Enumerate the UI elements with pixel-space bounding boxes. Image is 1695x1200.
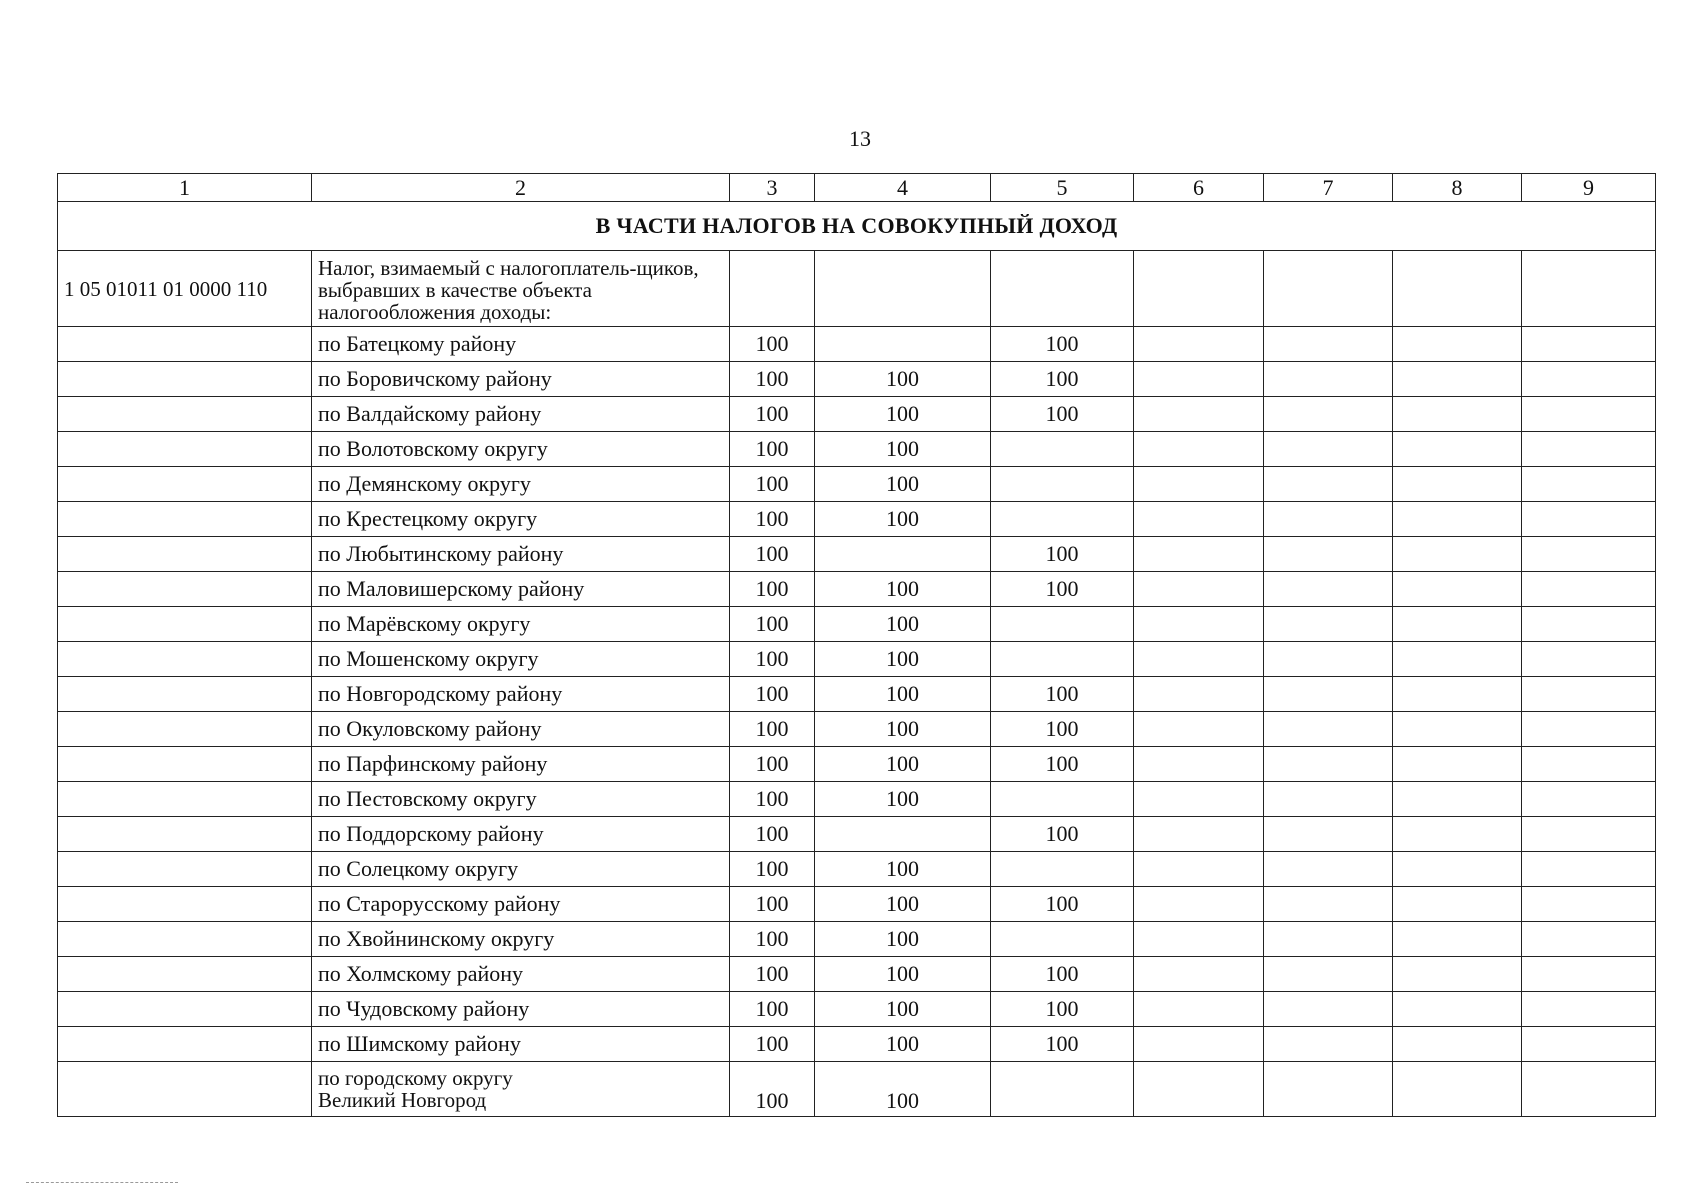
col4-value: 100: [815, 502, 991, 537]
empty-cell: [1134, 747, 1264, 782]
empty-cell: [1134, 251, 1264, 327]
empty-cell: [1522, 1062, 1656, 1117]
col4-value: 100: [815, 467, 991, 502]
empty-cell: [1134, 327, 1264, 362]
district-name: по Парфинскому району: [312, 747, 730, 782]
district-name: по Новгородскому району: [312, 677, 730, 712]
empty-cell: [1264, 1062, 1393, 1117]
code-cell: [58, 432, 312, 467]
code-cell: [58, 817, 312, 852]
col5-value: [991, 852, 1134, 887]
empty-cell: [1522, 502, 1656, 537]
code-cell: [58, 992, 312, 1027]
col3-value: 100: [730, 712, 815, 747]
district-name: по Хвойнинскому округу: [312, 922, 730, 957]
empty-cell: [1134, 537, 1264, 572]
empty-cell: [1393, 922, 1522, 957]
empty-cell: [1264, 782, 1393, 817]
col3-value: 100: [730, 782, 815, 817]
empty-cell: [1522, 467, 1656, 502]
column-number: 6: [1134, 174, 1264, 202]
col3-value: 100: [730, 432, 815, 467]
col5-value: [991, 467, 1134, 502]
code-cell: [58, 957, 312, 992]
empty-cell: [1522, 817, 1656, 852]
district-name: по Батецкому району: [312, 327, 730, 362]
column-number: 7: [1264, 174, 1393, 202]
empty-cell: [1393, 852, 1522, 887]
col3-value: 100: [730, 747, 815, 782]
empty-cell: [1522, 572, 1656, 607]
col5-value: 100: [991, 537, 1134, 572]
col5-value: 100: [991, 327, 1134, 362]
budget-classification-code: 1 05 01011 01 0000 110: [58, 251, 312, 327]
col5-value: [991, 1062, 1134, 1117]
empty-cell: [1393, 537, 1522, 572]
table-row: [58, 1027, 1656, 1062]
table-row: [58, 327, 1656, 362]
empty-cell: [1134, 467, 1264, 502]
column-number: 9: [1522, 174, 1656, 202]
col5-value: [991, 642, 1134, 677]
empty-cell: [1134, 1027, 1264, 1062]
section-title: В ЧАСТИ НАЛОГОВ НА СОВОКУПНЫЙ ДОХОД: [58, 202, 1656, 251]
empty-cell: [1393, 677, 1522, 712]
empty-cell: [1264, 852, 1393, 887]
empty-cell: [1264, 747, 1393, 782]
col4-value: 100: [815, 677, 991, 712]
district-name: по Мошенскому округу: [312, 642, 730, 677]
table-row: [58, 712, 1656, 747]
empty-cell: [1264, 887, 1393, 922]
empty-cell: [1134, 817, 1264, 852]
col4-value: 100: [815, 852, 991, 887]
empty-cell: [1264, 362, 1393, 397]
code-cell: [58, 607, 312, 642]
table-row: [58, 467, 1656, 502]
col5-value: [991, 502, 1134, 537]
code-cell: [58, 1062, 312, 1117]
empty-cell: [1393, 642, 1522, 677]
col4-value: 100: [815, 887, 991, 922]
empty-cell: [1393, 502, 1522, 537]
col5-value: 100: [991, 712, 1134, 747]
empty-cell: [1264, 572, 1393, 607]
empty-cell: [1393, 327, 1522, 362]
code-cell: [58, 327, 312, 362]
tax-description-row: [58, 251, 1656, 327]
col4-value: 100: [815, 992, 991, 1027]
district-name: по Демянскому округу: [312, 467, 730, 502]
empty-cell: [1134, 502, 1264, 537]
col3-value: 100: [730, 1062, 815, 1117]
empty-cell: [1264, 1027, 1393, 1062]
empty-cell: [1393, 957, 1522, 992]
col5-value: 100: [991, 817, 1134, 852]
empty-cell: [1522, 747, 1656, 782]
district-name: по Боровичскому району: [312, 362, 730, 397]
code-cell: [58, 537, 312, 572]
empty-cell: [1522, 712, 1656, 747]
empty-cell: [1393, 362, 1522, 397]
col3-value: 100: [730, 362, 815, 397]
empty-cell: [1134, 957, 1264, 992]
empty-cell: [1522, 251, 1656, 327]
code-cell: [58, 502, 312, 537]
column-number: 5: [991, 174, 1134, 202]
col3-value: 100: [730, 957, 815, 992]
col4-value: 100: [815, 922, 991, 957]
empty-cell: [1393, 251, 1522, 327]
empty-cell: [1134, 362, 1264, 397]
table-row: [58, 432, 1656, 467]
col4-value: 100: [815, 642, 991, 677]
empty-cell: [1264, 607, 1393, 642]
column-number: 4: [815, 174, 991, 202]
empty-cell: [1134, 887, 1264, 922]
empty-cell: [1522, 432, 1656, 467]
table-row: [58, 782, 1656, 817]
code-cell: [58, 677, 312, 712]
table-row: [58, 607, 1656, 642]
empty-cell: [1264, 502, 1393, 537]
empty-cell: [1264, 432, 1393, 467]
empty-cell: [1264, 251, 1393, 327]
district-name: по Чудовскому району: [312, 992, 730, 1027]
table-row: [58, 852, 1656, 887]
col4-value: 100: [815, 572, 991, 607]
empty-cell: [1134, 607, 1264, 642]
col3-value: 100: [730, 467, 815, 502]
code-cell: [58, 362, 312, 397]
code-cell: [58, 712, 312, 747]
code-cell: [58, 642, 312, 677]
district-name: по Шимскому району: [312, 1027, 730, 1062]
district-name: по Валдайскому району: [312, 397, 730, 432]
empty-cell: [1264, 467, 1393, 502]
empty-cell: [1264, 957, 1393, 992]
column-number: 3: [730, 174, 815, 202]
col5-value: 100: [991, 957, 1134, 992]
empty-cell: [1522, 782, 1656, 817]
empty-cell: [1134, 397, 1264, 432]
empty-cell: [1522, 397, 1656, 432]
code-cell: [58, 747, 312, 782]
col5-value: [991, 607, 1134, 642]
district-name-line1: по городскому округу: [318, 1066, 513, 1090]
section-row: [58, 202, 1656, 251]
col3-value: 100: [730, 642, 815, 677]
col5-value: [991, 432, 1134, 467]
table-row: [58, 502, 1656, 537]
district-name: по Окуловскому району: [312, 712, 730, 747]
col3-value: 100: [730, 1027, 815, 1062]
col3-value: 100: [730, 327, 815, 362]
empty-cell: [1393, 817, 1522, 852]
col3-value: 100: [730, 887, 815, 922]
empty-cell: [1264, 817, 1393, 852]
tax-description: Налог, взимаемый с налогоплатель-щиков, выбравших в качестве объекта налогообложения доходы:: [312, 251, 730, 327]
col4-value: 100: [815, 1062, 991, 1117]
empty-cell: [1134, 922, 1264, 957]
empty-cell: [1393, 467, 1522, 502]
empty-cell: [1264, 677, 1393, 712]
table-row: [58, 397, 1656, 432]
col4-value: 100: [815, 432, 991, 467]
col5-value: 100: [991, 747, 1134, 782]
empty-cell: [1134, 572, 1264, 607]
col3-value: 100: [730, 677, 815, 712]
empty-cell: [1134, 992, 1264, 1027]
code-cell: [58, 397, 312, 432]
district-name: по Любытинскому району: [312, 537, 730, 572]
empty-cell: [1264, 992, 1393, 1027]
col3-value: 100: [730, 852, 815, 887]
district-name: по Солецкому округу: [312, 852, 730, 887]
col4-value: 100: [815, 362, 991, 397]
table-row: [58, 747, 1656, 782]
district-name: по Поддорскому району: [312, 817, 730, 852]
col5-value: [991, 782, 1134, 817]
table-row: [58, 957, 1656, 992]
empty-cell: [1393, 432, 1522, 467]
empty-cell: [1393, 782, 1522, 817]
code-cell: [58, 1027, 312, 1062]
empty-cell: [1522, 642, 1656, 677]
empty-cell: [1393, 992, 1522, 1027]
empty-cell: [1134, 677, 1264, 712]
table-row: [58, 922, 1656, 957]
empty-cell: [1393, 747, 1522, 782]
table-row: [58, 677, 1656, 712]
col4-value: 100: [815, 747, 991, 782]
table-row: [58, 887, 1656, 922]
empty-cell: [1393, 1062, 1522, 1117]
empty-cell: [1522, 957, 1656, 992]
col4-value: 100: [815, 712, 991, 747]
empty-cell: [1134, 852, 1264, 887]
district-name: по Пестовскому округу: [312, 782, 730, 817]
col5-value: [991, 922, 1134, 957]
table-row: [58, 572, 1656, 607]
district-name: [312, 1062, 730, 1117]
col5-value: 100: [991, 572, 1134, 607]
table-row: [58, 992, 1656, 1027]
col3-value: 100: [730, 537, 815, 572]
table-row: [58, 642, 1656, 677]
col5-value: 100: [991, 1027, 1134, 1062]
column-number-row: [58, 174, 1656, 202]
district-name: по Крестецкому округу: [312, 502, 730, 537]
district-name: по Волотовскому округу: [312, 432, 730, 467]
col5-value: 100: [991, 887, 1134, 922]
col3-value: 100: [730, 502, 815, 537]
revenue-distribution-table: [57, 173, 1656, 1117]
page-number: 13: [849, 126, 871, 151]
col4-value: 100: [815, 782, 991, 817]
empty-cell: [1522, 327, 1656, 362]
empty-cell: [1393, 1027, 1522, 1062]
empty-cell: [1522, 677, 1656, 712]
col4-value: [815, 537, 991, 572]
col4-value: [815, 327, 991, 362]
footnote-separator: [26, 1182, 178, 1183]
district-name-line2: Великий Новгород: [318, 1088, 487, 1112]
empty-cell: [1522, 992, 1656, 1027]
col4-value: 100: [815, 397, 991, 432]
empty-cell: [1522, 922, 1656, 957]
table-row: [58, 537, 1656, 572]
code-cell: [58, 922, 312, 957]
col3-value: 100: [730, 817, 815, 852]
code-cell: [58, 852, 312, 887]
empty-cell: [1134, 782, 1264, 817]
district-name: по Холмскому району: [312, 957, 730, 992]
col4-value: 100: [815, 957, 991, 992]
empty-cell: [1522, 607, 1656, 642]
district-name: по Маловишерскому району: [312, 572, 730, 607]
col4-value: 100: [815, 1027, 991, 1062]
empty-cell: [1522, 852, 1656, 887]
code-cell: [58, 467, 312, 502]
col4-value: 100: [815, 607, 991, 642]
code-cell: [58, 887, 312, 922]
table-row-last: [58, 1062, 1656, 1117]
col3-value: 100: [730, 922, 815, 957]
code-cell: [58, 572, 312, 607]
empty-cell: [1264, 642, 1393, 677]
col5-value: 100: [991, 992, 1134, 1027]
empty-cell: [730, 251, 815, 327]
empty-cell: [991, 251, 1134, 327]
empty-cell: [1134, 432, 1264, 467]
empty-cell: [1393, 397, 1522, 432]
empty-cell: [1134, 642, 1264, 677]
column-number: 2: [312, 174, 730, 202]
empty-cell: [1393, 887, 1522, 922]
col3-value: 100: [730, 572, 815, 607]
empty-cell: [1522, 362, 1656, 397]
district-name: по Старорусскому району: [312, 887, 730, 922]
table-row: [58, 817, 1656, 852]
empty-cell: [1393, 712, 1522, 747]
code-cell: [58, 782, 312, 817]
table-row: [58, 362, 1656, 397]
col3-value: 100: [730, 607, 815, 642]
col5-value: 100: [991, 362, 1134, 397]
empty-cell: [1522, 887, 1656, 922]
empty-cell: [1264, 712, 1393, 747]
empty-cell: [1264, 397, 1393, 432]
col5-value: 100: [991, 677, 1134, 712]
empty-cell: [1393, 572, 1522, 607]
empty-cell: [815, 251, 991, 327]
column-number: 8: [1393, 174, 1522, 202]
col4-value: [815, 817, 991, 852]
empty-cell: [1393, 607, 1522, 642]
col3-value: 100: [730, 397, 815, 432]
empty-cell: [1522, 1027, 1656, 1062]
col5-value: 100: [991, 397, 1134, 432]
empty-cell: [1134, 712, 1264, 747]
empty-cell: [1264, 537, 1393, 572]
col3-value: 100: [730, 992, 815, 1027]
empty-cell: [1134, 1062, 1264, 1117]
district-name: по Марёвскому округу: [312, 607, 730, 642]
empty-cell: [1264, 922, 1393, 957]
empty-cell: [1264, 327, 1393, 362]
empty-cell: [1522, 537, 1656, 572]
column-number: 1: [58, 174, 312, 202]
